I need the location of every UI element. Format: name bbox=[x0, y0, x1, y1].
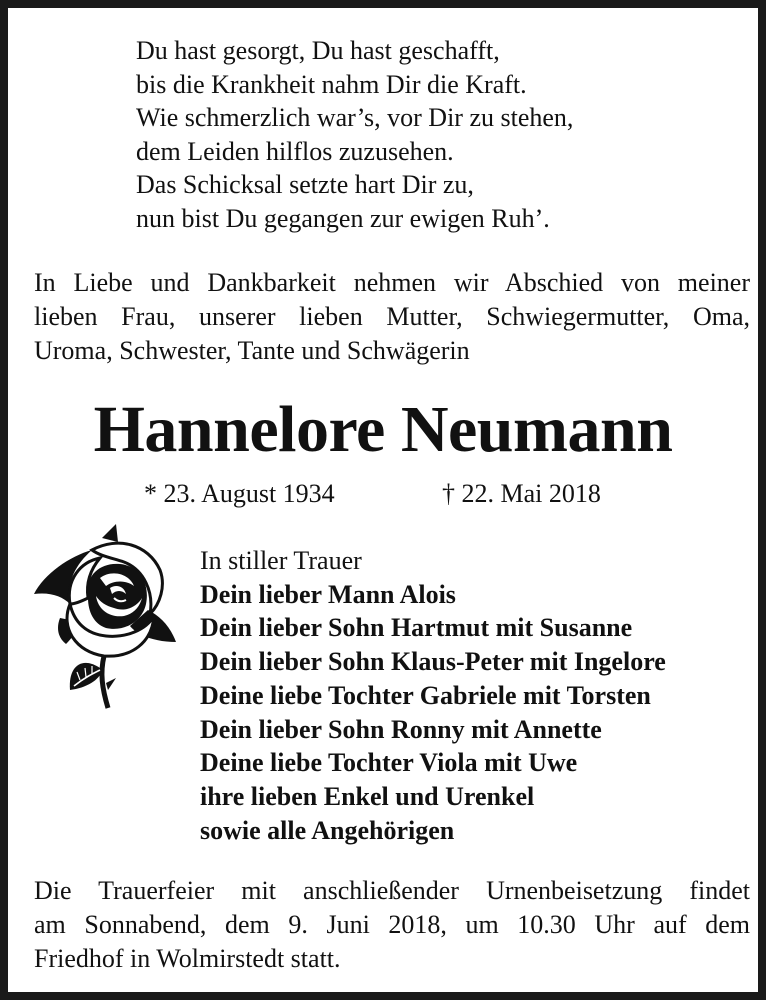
poem bbox=[136, 34, 573, 235]
poem-line: Wie schmerzlich war’s, vor Dir zu stehen, bbox=[136, 103, 574, 132]
death-date: † 22. Mai 2018 bbox=[442, 479, 601, 508]
poem-line: dem Leiden hilflos zuzusehen. bbox=[136, 136, 454, 166]
mourner-entry: Dein lieber Sohn Hartmut mit Susanne bbox=[200, 613, 633, 643]
mourner-entry: Dein lieber Mann Alois bbox=[200, 579, 456, 609]
funeral-service-notice bbox=[34, 874, 750, 976]
mourners-list bbox=[200, 544, 666, 847]
poem-line: Du hast gesorgt, Du hast geschafft, bbox=[136, 36, 500, 65]
poem-line: bis die Krankheit nahm Dir die Kraft. bbox=[136, 69, 527, 99]
poem-line: Das Schicksal setzte hart Dir zu, bbox=[136, 170, 474, 199]
mourner-entry: Deine liebe Tochter Gabriele mit Torsten bbox=[200, 680, 651, 710]
service-line: Friedhof in Wolmirstedt statt. bbox=[34, 944, 341, 973]
farewell-line: In Liebe und Dankbarkeit nehmen wir Abschied von meiner bbox=[34, 268, 750, 297]
mourner-entry: Dein lieber Sohn Klaus-Peter mit Ingelore bbox=[200, 647, 666, 677]
farewell-line: lieben Frau, unserer lieben Mutter, Schwiegermutter, Oma, bbox=[34, 302, 750, 331]
mourner-entry: Deine liebe Tochter Viola mit Uwe bbox=[200, 748, 578, 778]
service-line: am Sonnabend, dem 9. Juni 2018, um 10.30 Uhr auf dem bbox=[34, 910, 750, 939]
mourner-entry: ihre lieben Enkel und Urenkel bbox=[200, 781, 535, 811]
birth-date: * 23. August 1934 bbox=[144, 479, 335, 508]
mourner-entry: sowie alle Angehörigen bbox=[200, 815, 455, 845]
mourning-phrase: In stiller Trauer bbox=[200, 546, 362, 575]
deceased-name: Hannelore Neumann bbox=[93, 393, 673, 466]
poem-line: nun bist Du gegangen zur ewigen Ruh’. bbox=[136, 203, 550, 233]
farewell-line: Uroma, Schwester, Tante und Schwägerin bbox=[34, 336, 470, 365]
rose-icon bbox=[30, 518, 180, 713]
service-line: Die Trauerfeier mit anschließender Urnenbeisetzung findet bbox=[34, 876, 750, 905]
farewell-text bbox=[34, 266, 750, 368]
mourner-entry: Dein lieber Sohn Ronny mit Annette bbox=[200, 714, 602, 744]
